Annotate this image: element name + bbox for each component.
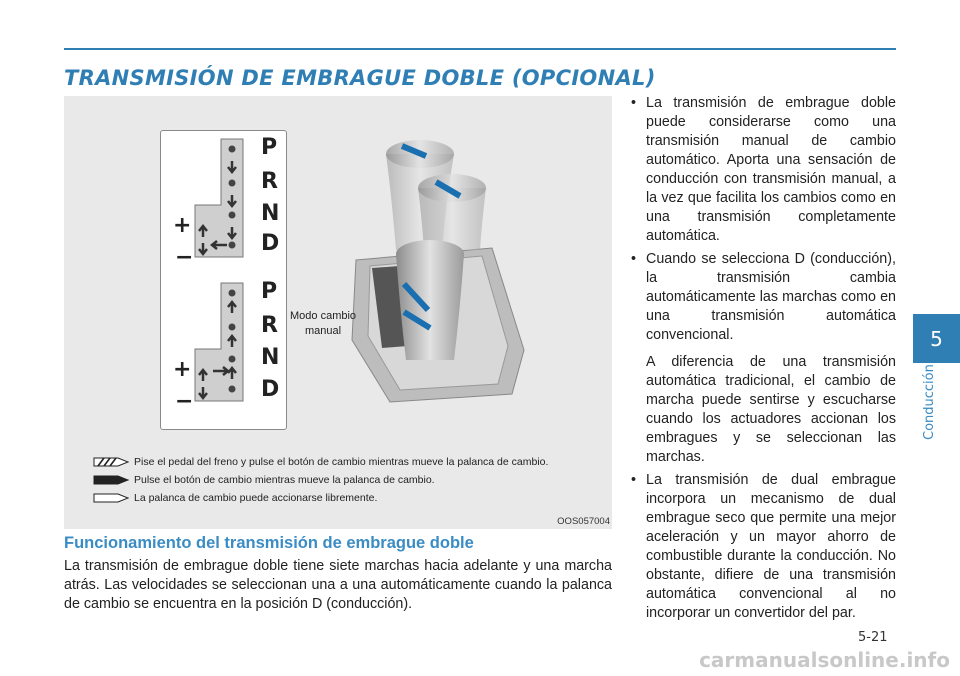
section-paragraph: La transmisión de embrague doble tiene siete marchas hacia adelante y una marcha atrás. Las velocidades se seleccionan una a una automáticamente cuando la palanca de cambio se encuentra en la posición D (conducción). [64, 558, 612, 612]
manual-mode-callout [290, 309, 356, 339]
legend-text: La palanca de cambio puede accionarse libremente. [134, 492, 378, 504]
outline-arrow-icon [92, 491, 130, 505]
gear-pattern-panel [160, 130, 287, 430]
figure-code: OOS057004 [557, 516, 610, 527]
minus-icon: − [175, 389, 194, 414]
indent-paragraph: A diferencia de una transmisión automática tradicional, el cambio de marcha puede sentirse y escucharse cuando los actuadores accionan los embragues y se seleccionan las marchas. [646, 354, 896, 465]
list-item [628, 94, 896, 246]
chapter-tab[interactable]: 5 [913, 314, 960, 363]
bullet-icon: • [631, 95, 637, 111]
header-rule [64, 48, 896, 50]
callout-text: Modo cambio manual [290, 310, 357, 337]
minus-icon: − [175, 245, 194, 270]
chapter-name: Conducción [922, 364, 937, 440]
solid-arrow-icon [92, 473, 130, 487]
gear-label: P [261, 279, 278, 304]
legend-text: Pulse el botón de cambio mientras mueve la palanca de cambio. [134, 474, 435, 486]
gear-label: P [261, 135, 278, 160]
right-column [628, 94, 896, 627]
hatched-arrow-icon [92, 455, 130, 469]
list-item [628, 471, 896, 623]
gear-label: R [261, 313, 278, 338]
gear-label: D [261, 231, 280, 256]
gear-label: N [261, 345, 280, 370]
page-title: TRANSMISIÓN DE EMBRAGUE DOBLE (OPCIONAL) [64, 66, 656, 90]
legend-item [92, 491, 377, 505]
gear-label: R [261, 169, 278, 194]
list-item-text: La transmisión de embrague doble puede considerarse como una transmisión manual de cambio automático. Aporta una sensación de conducción con transmisión manual, a la vez que facilita los cambios como en una transmisión completamente automática. [646, 95, 896, 244]
list-item-text: La transmisión de dual embrague incorpora un mecanismo de dual embrague seco que permite una mejor aceleración y un mayor ahorro de combustible durante la conducción. No obstante, difiere de una transmisión automática convencional al no incorporar un convertidor del par. [646, 472, 896, 621]
plus-icon: + [173, 357, 192, 382]
list-item-text: Cuando se selecciona D (conducción), la transmisión cambia automáticamente las marchas como en una transmisión automática convencional. [646, 251, 896, 343]
legend-text: Pise el pedal del freno y pulse el botón de cambio mientras mueve la palanca de cambio. [134, 456, 549, 468]
watermark: carmanualsonline.info [699, 648, 950, 672]
bullet-icon: • [631, 472, 637, 488]
section-heading: Funcionamiento del transmisión de embrague doble [64, 534, 474, 552]
shift-lever-illustration [342, 140, 542, 410]
gear-label: D [261, 377, 280, 402]
legend-item [92, 473, 435, 487]
gear-shift-figure [64, 96, 612, 529]
legend-item [92, 455, 548, 469]
bullet-icon: • [631, 251, 637, 267]
gear-label: N [261, 201, 280, 226]
plus-icon: + [173, 213, 192, 238]
list-item [628, 250, 896, 345]
page-number: 5-21 [858, 630, 888, 645]
